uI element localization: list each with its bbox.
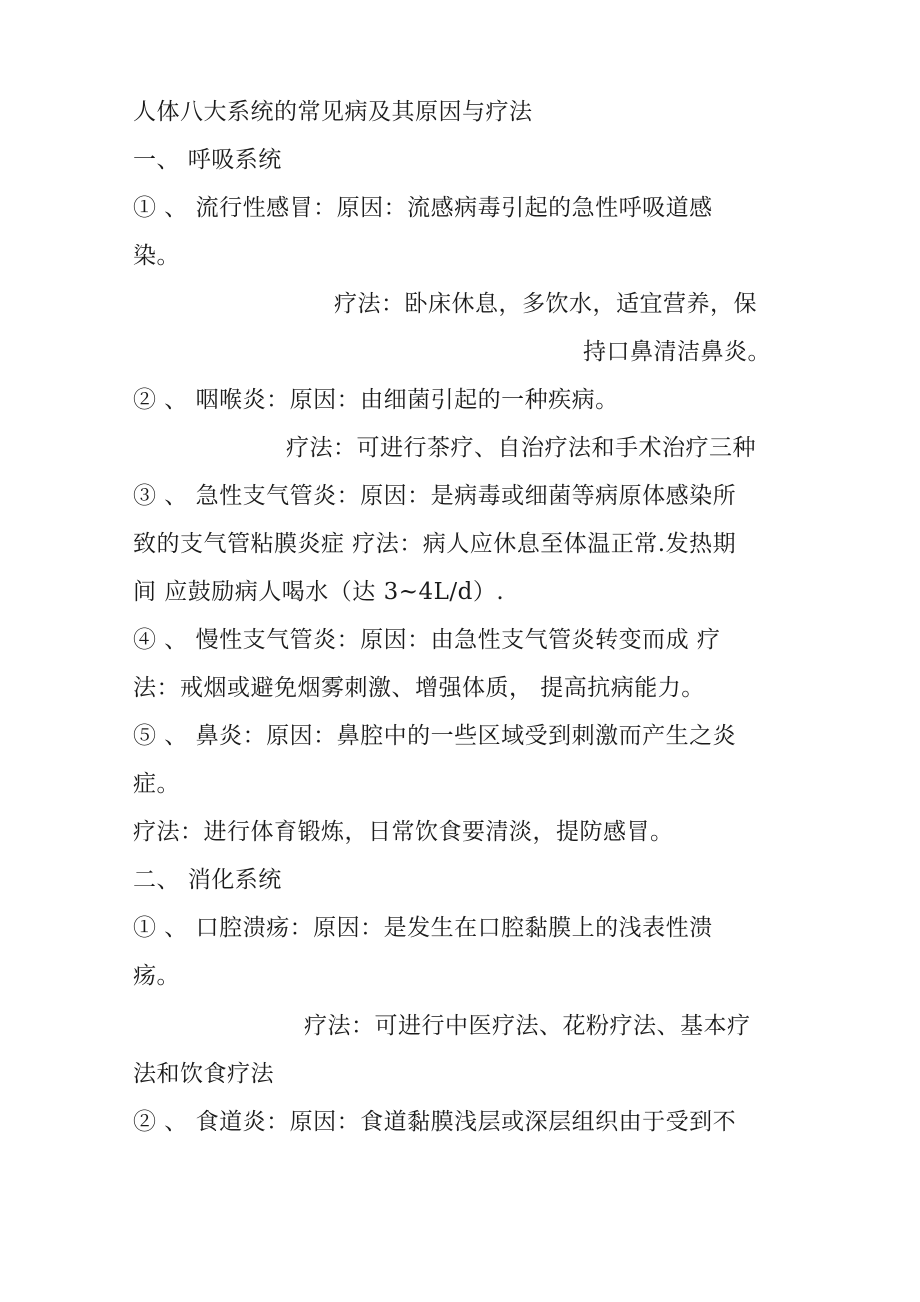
text-line: 症。 — [133, 771, 180, 797]
text-line: ② 、 咽喉炎：原因：由细菌引起的一种疾病。 — [133, 387, 619, 413]
text-line: 法：戒烟或避免烟雾刺激、增强体质， 提高抗病能力。 — [133, 675, 705, 701]
text-line: 持口鼻清洁鼻炎。 — [583, 339, 771, 365]
text-line: ② 、 食道炎：原因：食道黏膜浅层或深层组织由于受到不 — [133, 1109, 737, 1135]
text-line: 致的支气管粘膜炎症 疗法：病人应休息至体温正常.发热期 — [133, 531, 737, 557]
text-line: ① 、 流行性感冒：原因：流感病毒引起的急性呼吸道感 — [133, 195, 713, 221]
section-heading-respiratory: 一、 呼吸系统 — [133, 147, 282, 173]
text-line: 法和饮食疗法 — [133, 1061, 274, 1087]
section-heading-digestive: 二、 消化系统 — [133, 867, 282, 893]
text-line: ① 、 口腔溃疡：原因：是发生在口腔黏膜上的浅表性溃 — [133, 915, 713, 941]
text-line: 疗法：可进行中医疗法、花粉疗法、基本疗 — [304, 1013, 751, 1039]
text-line: 染。 — [133, 243, 180, 269]
text-line: ⑤ 、 鼻炎：原因：鼻腔中的一些区域受到刺激而产生之炎 — [133, 723, 737, 749]
document-title: 人体八大系统的常见病及其原因与疗法 — [133, 99, 533, 125]
text-line: 疡。 — [133, 963, 180, 989]
text-line: ③ 、 急性支气管炎：原因：是病毒或细菌等病原体感染所 — [133, 483, 737, 509]
text-line: 疗法：进行体育锻炼，日常饮食要清淡，提防感冒。 — [133, 819, 674, 845]
text-line: 间 应鼓励病人喝水（达 3~4L/d）. — [133, 579, 505, 605]
text-line: ④ 、 慢性支气管炎：原因：由急性支气管炎转变而成 疗 — [133, 627, 721, 653]
text-line: 疗法：卧床休息，多饮水，适宜营养，保 — [334, 291, 757, 317]
text-line: 疗法：可进行茶疗、自治疗法和手术治疗三种 — [286, 435, 756, 461]
